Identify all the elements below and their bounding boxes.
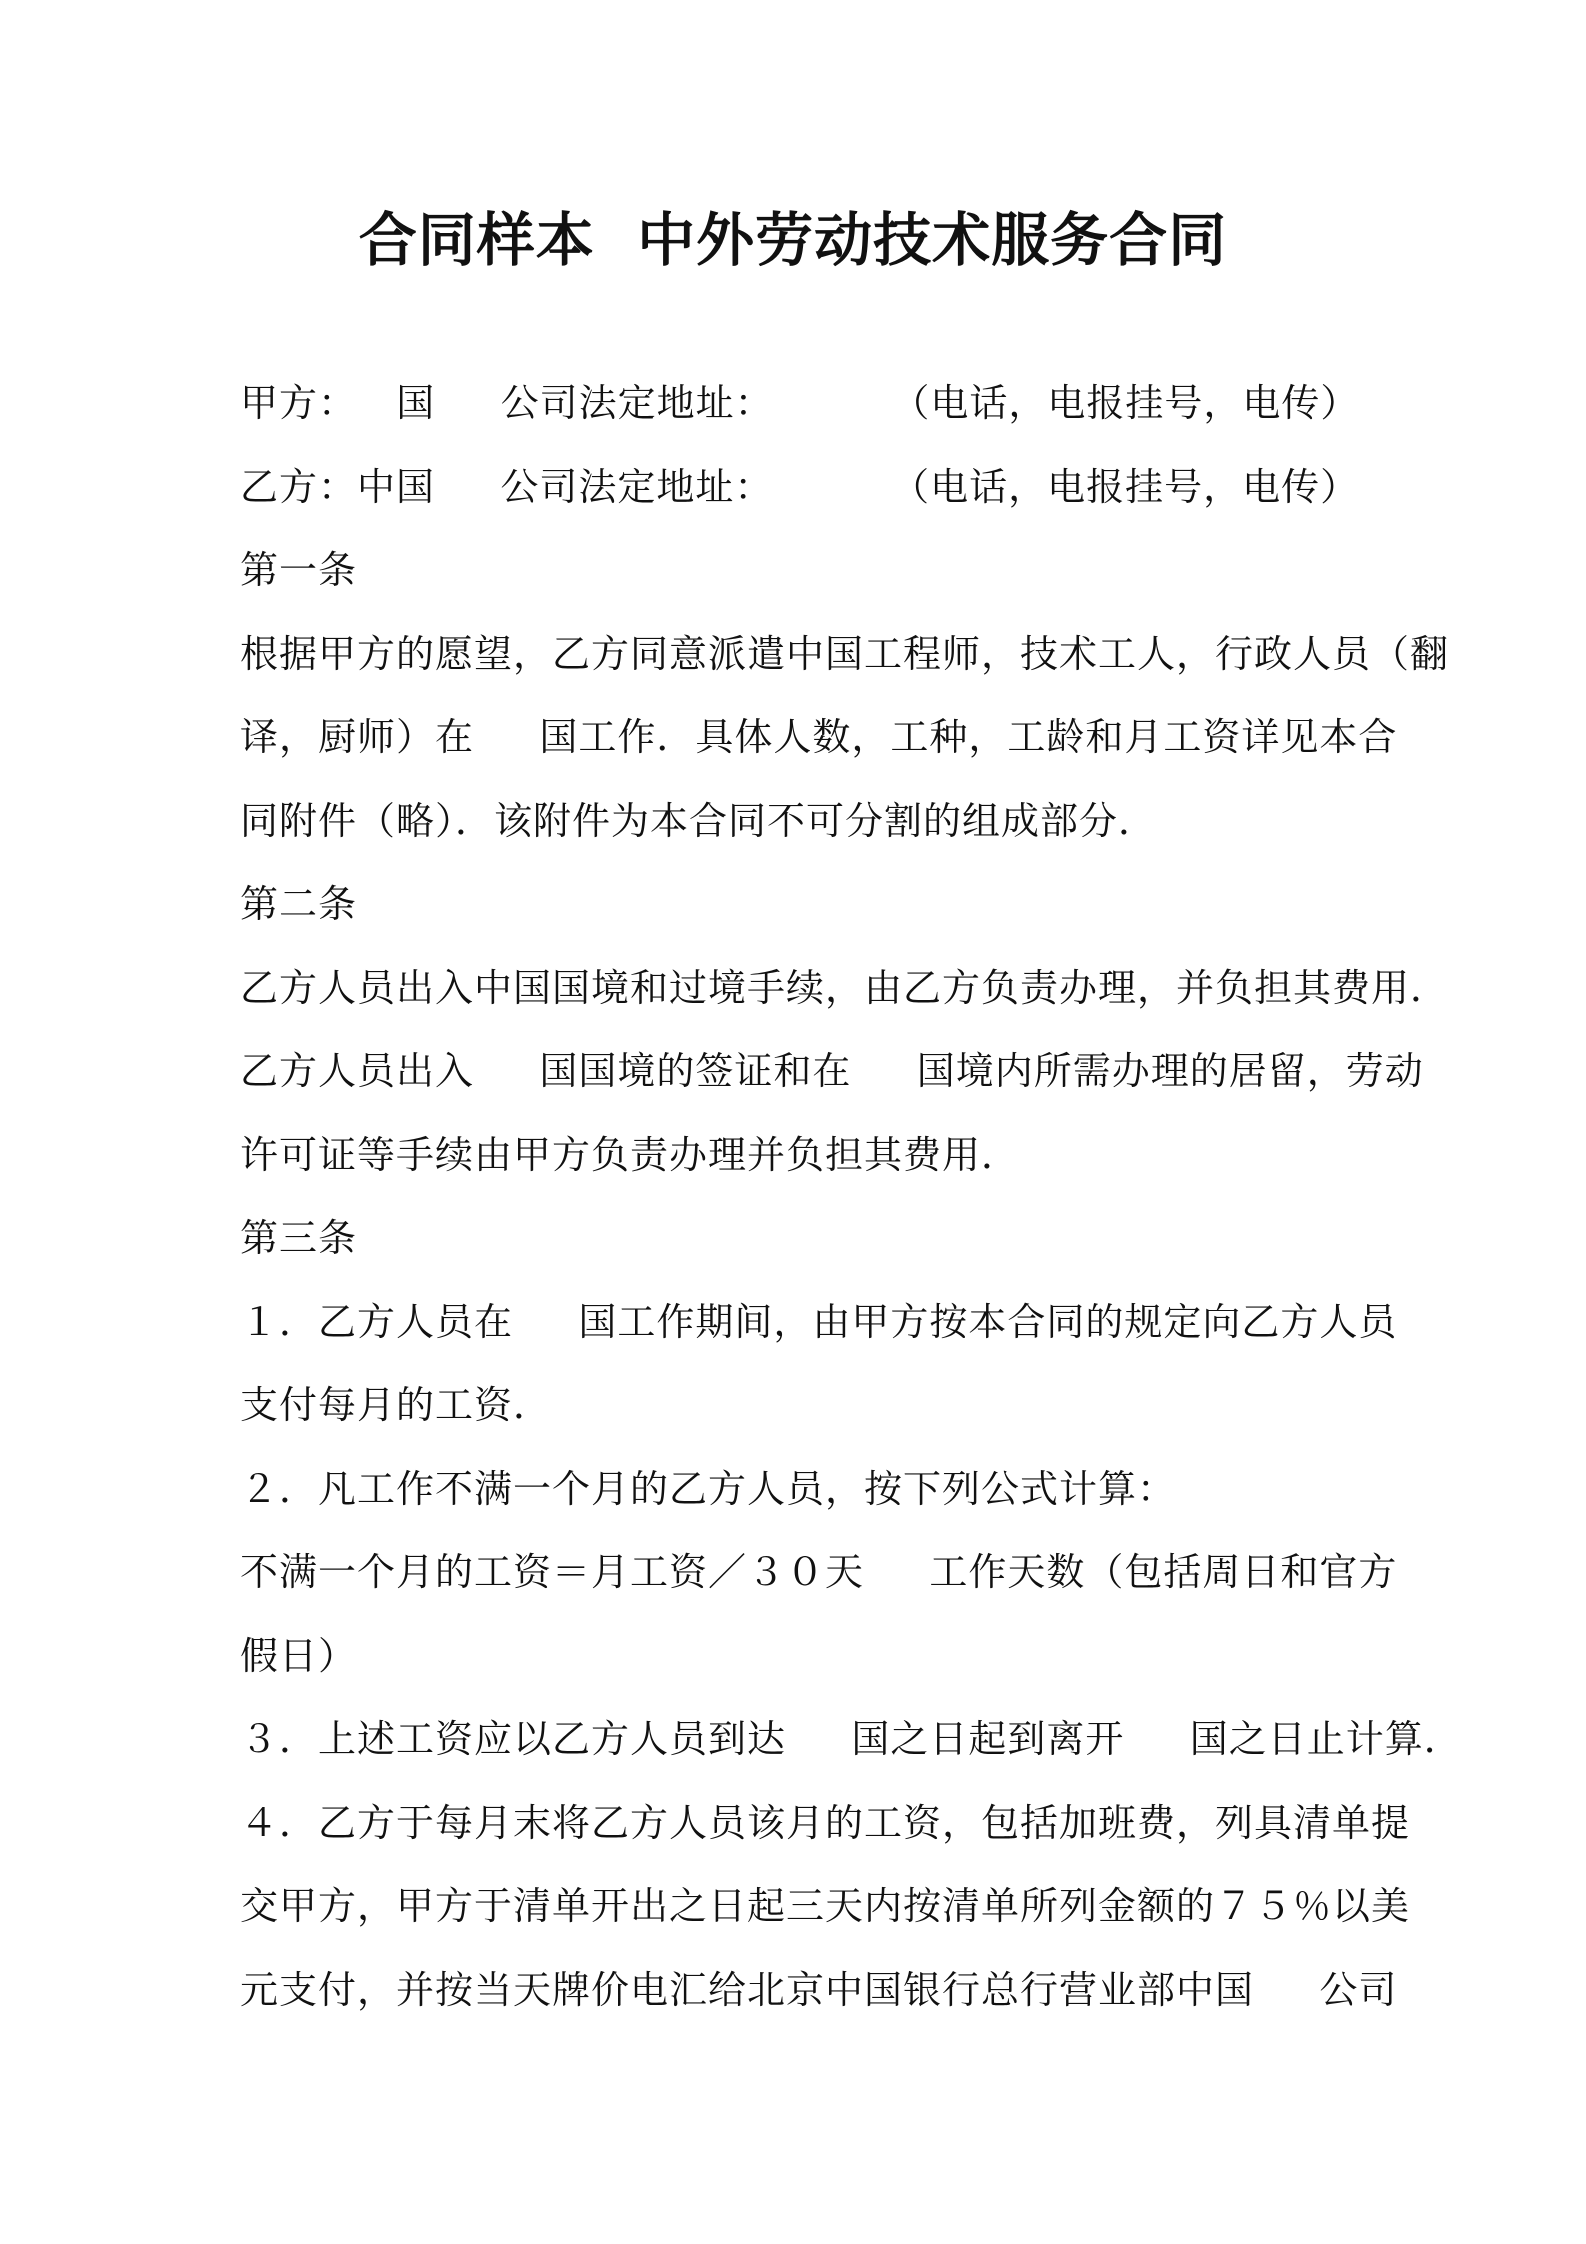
article-1-heading: 第一条	[240, 548, 358, 592]
article-3-clause-line: 元支付，并按当天牌价电汇给北京中国银行总行营业部中国 公司	[240, 1967, 1398, 2012]
article-3-clause-line: 支付每月的工资．	[240, 1383, 553, 1427]
document-body	[240, 362, 1463, 2032]
article-3-clause-line: 交甲方，甲方于清单开出之日起三天内按清单所列金额的７５％以美	[240, 1884, 1411, 1928]
article-3-clause-line: ４．乙方于每月末将乙方人员该月的工资，包括加班费，列具清单提	[240, 1800, 1411, 1845]
article-3-clause-line: 不满一个月的工资＝月工资／３０天 工作天数（包括周日和官方	[240, 1550, 1398, 1594]
article-1-text-line: 同附件（略）．该附件为本合同不可分割的组成部分．	[240, 798, 1158, 843]
article-3-clause-line: １．乙方人员在 国工作期间，由甲方按本合同的规定向乙方人员	[240, 1299, 1398, 1344]
article-1-text-line: 根据甲方的愿望，乙方同意派遣中国工程师，技术工人，行政人员（翻	[240, 631, 1450, 676]
article-2-text-line: 乙方人员出入中国国境和过境手续，由乙方负责办理，并负担其费用．	[240, 965, 1450, 1010]
article-1-text-line: 译，厨师）在 国工作．具体人数，工种，工龄和月工资详见本合	[240, 715, 1398, 759]
article-3-clause-line: ２．凡工作不满一个月的乙方人员，按下列公式计算：	[240, 1466, 1177, 1511]
article-2-text-line: 乙方人员出入 国国境的签证和在 国境内所需办理的居留，劳动	[240, 1049, 1424, 1093]
article-2-heading: 第二条	[240, 882, 358, 926]
article-3-clause-line: 假日）	[240, 1633, 358, 1678]
article-2-text-line: 许可证等手续由甲方负责办理并负担其费用．	[240, 1132, 1021, 1177]
party-a-line: 甲方： 国 公司法定地址： （电话，电报挂号，电传）	[240, 381, 1360, 425]
party-b-line: 乙方：中国 公司法定地址： （电话，电报挂号，电传）	[240, 464, 1360, 509]
document-title: 合同样本 中外劳动技术服务合同	[358, 206, 1228, 274]
article-3-clause-line: ３．上述工资应以乙方人员到达 国之日起到离开 国之日止计算．	[240, 1717, 1463, 1761]
article-3-heading: 第三条	[240, 1216, 358, 1260]
